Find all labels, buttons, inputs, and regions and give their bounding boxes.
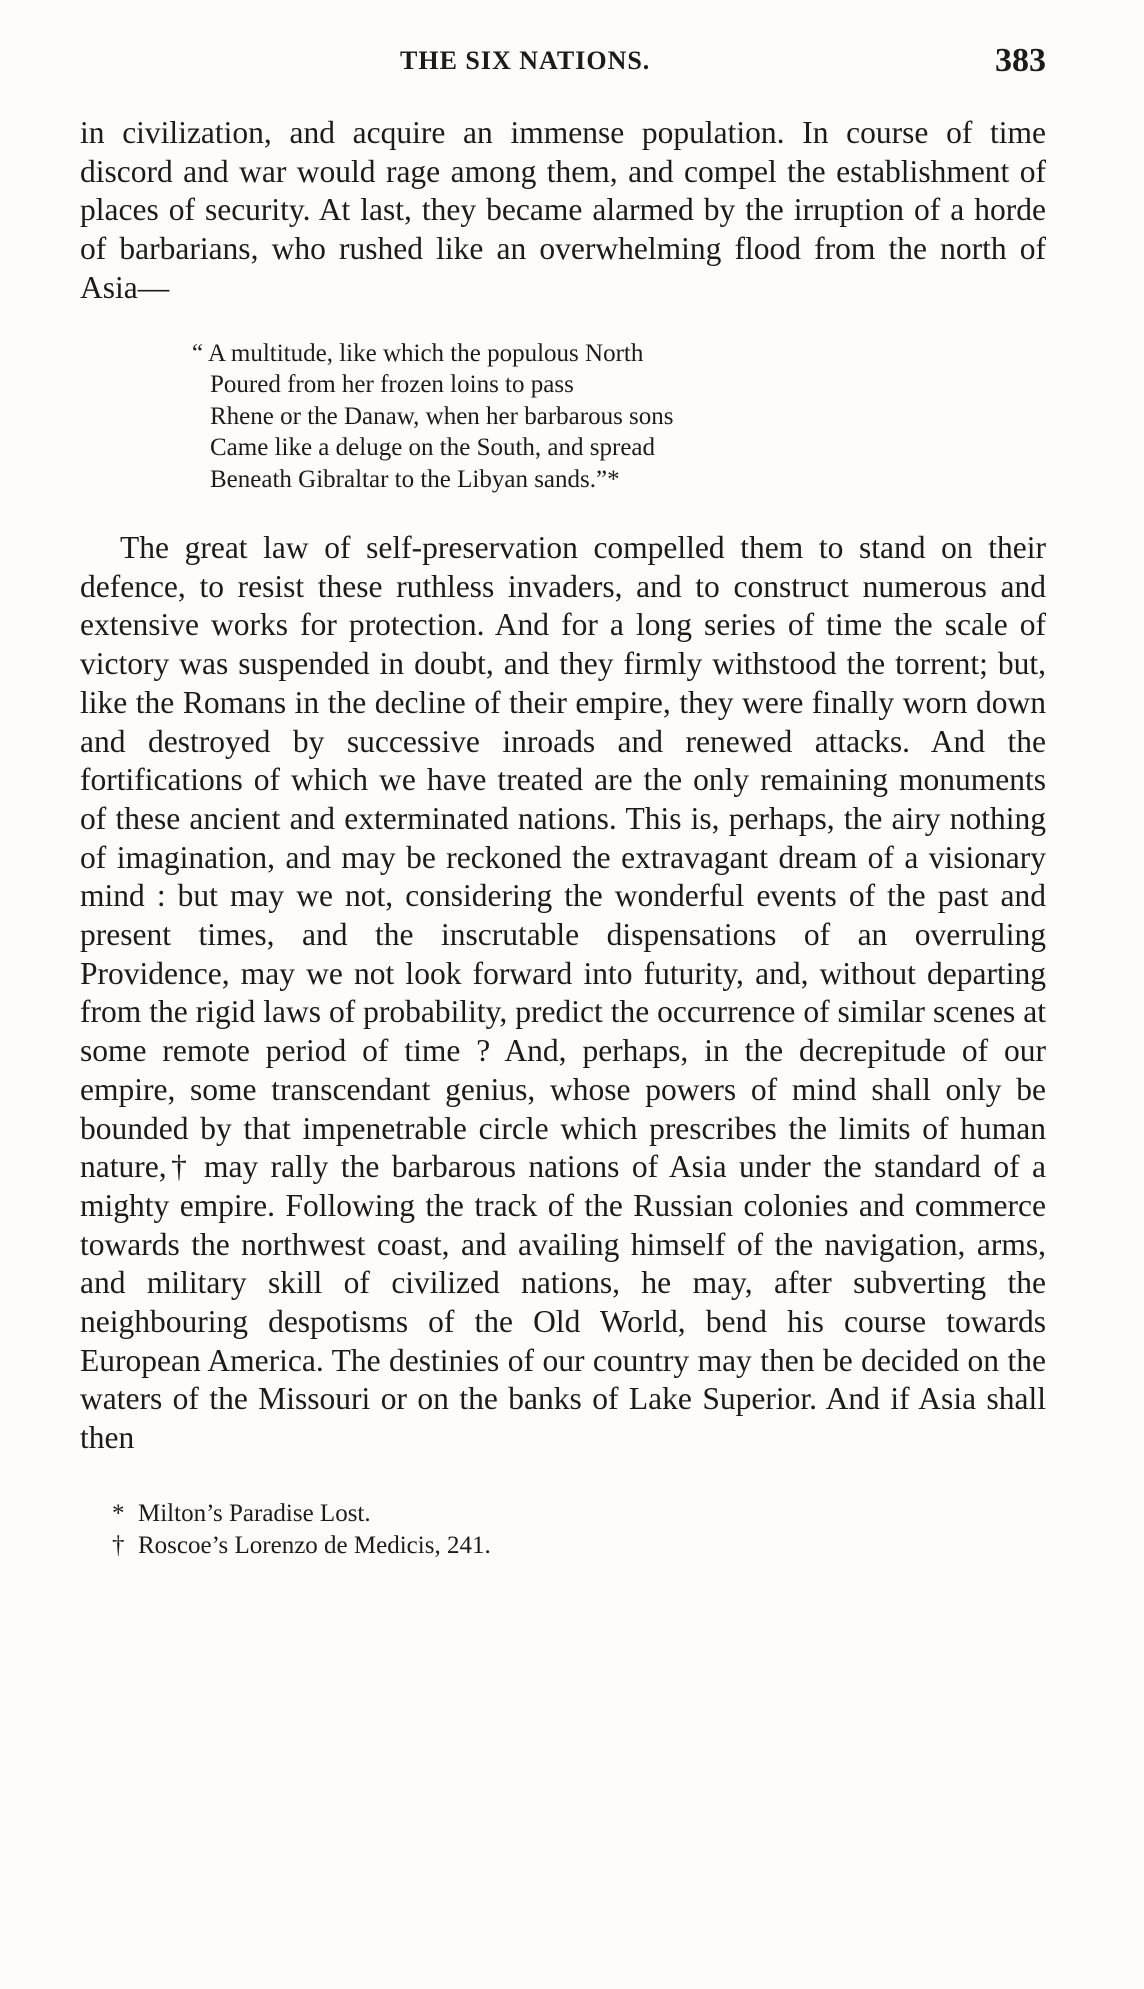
verse-line: Rhene or the Danaw, when her barbarous sons [210, 402, 674, 430]
footnote [112, 1498, 1046, 1530]
body-paragraph: The great law of self-preservation compelled them to stand on their defence, to resist these ruthless invaders, and to construct numerous and extensive works for protection. And for a long series of time the scale of victory was suspended in doubt, and they firmly withstood the torrent; but, like the Romans in the decline of their empire, they were finally worn down and destroyed by successive inroads and renewed attacks. And the fortifications of which we have treated are the only remaining monuments of these ancient and exterminated nations. This is, perhaps, the airy nothing of imagination, and may be reckoned the extravagant dream of a visionary mind : but may we not, considering the wonderful events of the past and present times, and the inscrutable dispensations of an overruling Providence, may we not look forward into futurity, and, without departing from the rigid laws of probability, predict the occurrence of similar scenes at some remote period of time ? And, perhaps, in the decrepitude of our empire, some transcendant genius, whose powers of mind shall only be bounded by that impenetrable circle which prescribes the limits of human nature,† may rally the barbarous nations of Asia under the standard of a mighty empire. Following the track of the Russian colonies and commerce towards the northwest coast, and availing himself of the navigation, arms, and military skill of civilized nations, he may, after subverting the neighbouring despotisms of the Old World, bend his course towards European America. The destinies of our country may then be decided on the waters of the Missouri or on the banks of Lake Superior. And if Asia shall then [80, 530, 1046, 1456]
footnote-text: Milton’s Paradise Lost. [138, 1499, 371, 1527]
footnote-text: Roscoe’s Lorenzo de Medicis, 241. [138, 1531, 491, 1559]
running-head [80, 40, 1046, 90]
footnote [112, 1530, 1046, 1562]
verse-quotation [192, 338, 1046, 496]
verse-line: “ A multitude, like which the populous North [192, 339, 644, 367]
footnote-mark: * [112, 1499, 125, 1527]
opening-paragraph: in civilization, and acquire an immense population. In course of time discord and war would rage among them, and compel the establishment of places of security. At last, they became alarmed by the irruption of a horde of barbarians, who rushed like an overwhelming flood from the north of Asia— [80, 115, 1046, 305]
footnote-mark: † [112, 1531, 125, 1559]
verse-line: Poured from her frozen loins to pass [210, 371, 574, 399]
page-number: 383 [995, 42, 1046, 79]
footnotes [112, 1498, 1046, 1562]
verse-line: Beneath Gibraltar to the Libyan sands.”* [210, 465, 620, 493]
verse-line: Came like a deluge on the South, and spread [210, 434, 656, 462]
running-title: THE SIX NATIONS. [400, 46, 651, 75]
book-page [80, 40, 1046, 1562]
